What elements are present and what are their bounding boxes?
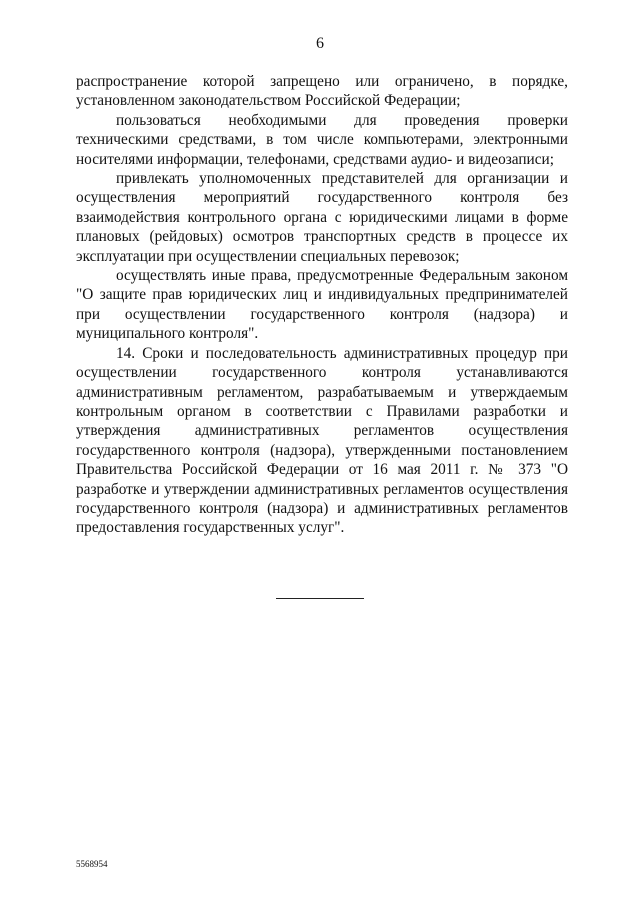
paragraph-authorized-representatives: привлекать уполномоченных представителей для организации и осуществления мероприятий государственного контроля без взаимодействия контрольного органа с юридическими лицами в форме плановых (рейдовых) осмотров транспортных средств в процессе их эксплуатации при осуществлении специальных перевозок; [76, 170, 568, 265]
document-body [76, 72, 568, 538]
paragraph-continuation: распространение которой запрещено или ограничено, в порядке, установленном законодательством Российской Федерации; [76, 73, 568, 110]
document-code: 5568954 [76, 859, 108, 869]
paragraph-technical-means: пользоваться необходимыми для проведения проверки техническими средствами, в том числе компьютерами, электронными носителями информации, телефонами, средствами аудио- и видеозаписи; [76, 111, 568, 168]
paragraph-other-rights: осуществлять иные права, предусмотренные Федеральным законом "О защите прав юридических лиц и индивидуальных предпринимателей при осуществлении государственного контроля (надзора) и муниципального контроля". [76, 267, 568, 343]
closing-divider [276, 598, 364, 599]
paragraph-section-14: 14. Сроки и последовательность административных процедур при осуществлении государственного контроля устанавливаются административным регламентом, разрабатываемым и утверждаемым контрольным органом в соответствии с Правилами разработки и утверждения административных регламентов осуществления государственного контроля (надзора), утвержденными постановлением Правительства Российской Федерации от 16 мая 2011 г. № 373 "О разработке и утверждении административных регламентов осуществления государственного контроля (надзора) и административных регламентов предоставления государственных услуг". [76, 344, 568, 537]
page-number: 6 [316, 35, 324, 52]
